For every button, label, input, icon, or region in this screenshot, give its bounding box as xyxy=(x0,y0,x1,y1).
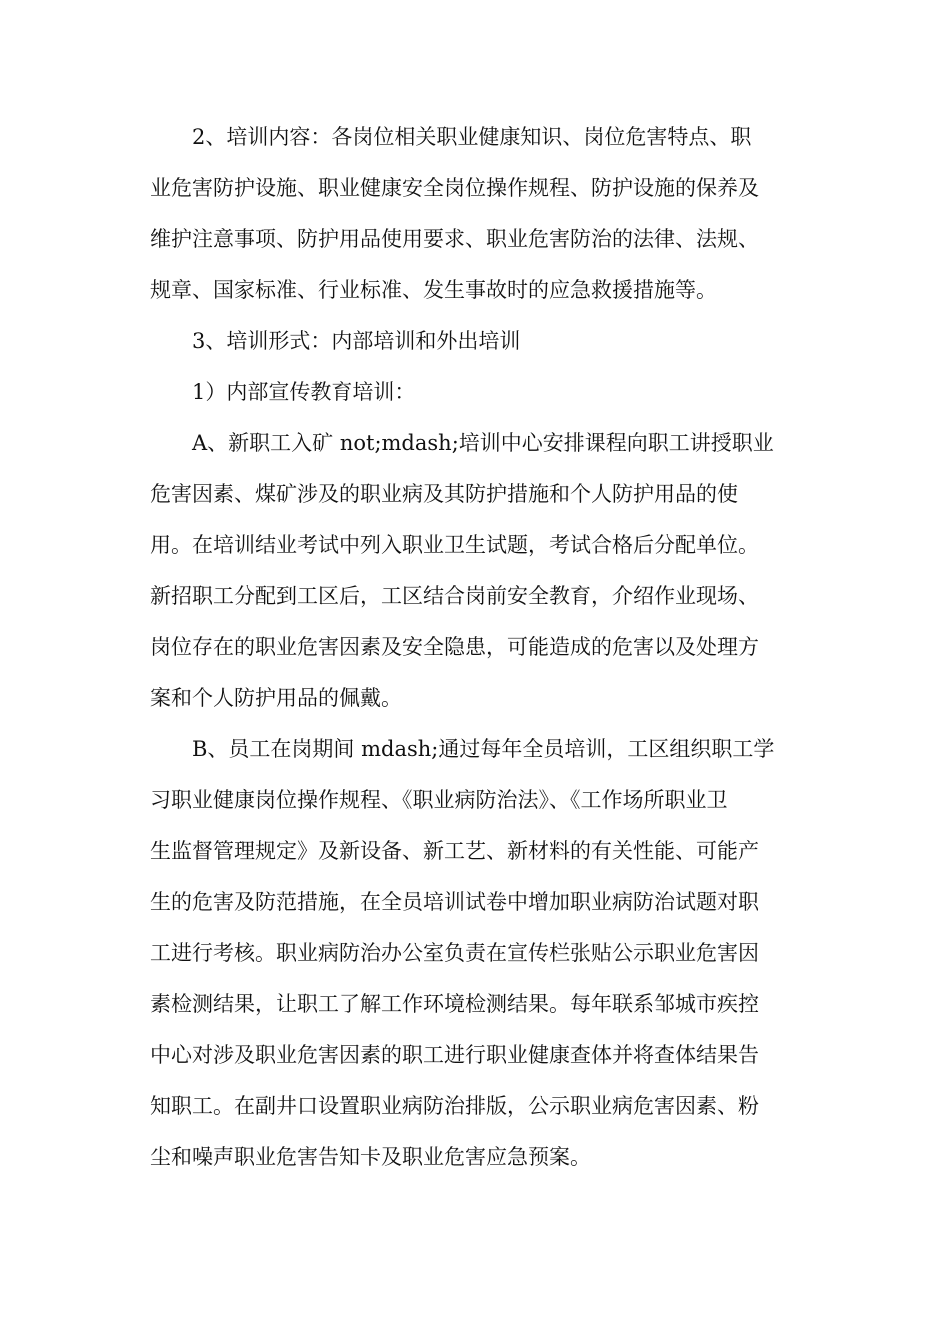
paragraph-on-duty-line-5: 工进行考核。职业病防治办公室负责在宣传栏张贴公示职业危害因 xyxy=(150,941,759,965)
paragraph-training-content-line-1: 2、培训内容：各岗位相关职业健康知识、岗位危害特点、职 xyxy=(192,125,752,149)
paragraph-training-content-line-2: 业危害防护设施、职业健康安全岗位操作规程、防护设施的保养及 xyxy=(150,176,759,200)
paragraph-new-staff-line-3: 用。在培训结业考试中列入职业卫生试题，考试合格后分配单位。 xyxy=(150,533,759,557)
paragraph-training-content-line-4: 规章、国家标准、行业标准、发生事故时的应急救援措施等。 xyxy=(150,278,717,302)
paragraph-new-staff-line-2: 危害因素、煤矿涉及的职业病及其防护措施和个人防护用品的使 xyxy=(150,482,738,506)
heading-internal-training: 1）内部宣传教育培训： xyxy=(192,380,416,404)
paragraph-on-duty-line-3: 生监督管理规定》及新设备、新工艺、新材料的有关性能、可能产 xyxy=(150,839,759,863)
paragraph-new-staff-line-6: 案和个人防护用品的佩戴。 xyxy=(150,686,402,710)
paragraph-on-duty-line-6: 素检测结果，让职工了解工作环境检测结果。每年联系邹城市疾控 xyxy=(150,992,759,1016)
paragraph-new-staff-line-4: 新招职工分配到工区后，工区结合岗前安全教育，介绍作业现场、 xyxy=(150,584,759,608)
paragraph-on-duty-line-8: 知职工。在副井口设置职业病防治排版，公示职业病危害因素、粉 xyxy=(150,1094,759,1118)
paragraph-training-content-line-3: 维护注意事项、防护用品使用要求、职业危害防治的法律、法规、 xyxy=(150,227,759,251)
paragraph-training-form: 3、培训形式：内部培训和外出培训 xyxy=(192,329,521,353)
paragraph-new-staff-line-1: A、新职工入矿 not;mdash;培训中心安排课程向职工讲授职业 xyxy=(192,431,774,455)
paragraph-on-duty-line-4: 生的危害及防范措施，在全员培训试卷中增加职业病防治试题对职 xyxy=(150,890,759,914)
paragraph-on-duty-line-1: B、员工在岗期间 mdash;通过每年全员培训，工区组织职工学 xyxy=(192,737,775,761)
paragraph-on-duty-line-7: 中心对涉及职业危害因素的职工进行职业健康查体并将查体结果告 xyxy=(150,1043,759,1067)
paragraph-on-duty-line-9: 尘和噪声职业危害告知卡及职业危害应急预案。 xyxy=(150,1145,591,1169)
paragraph-new-staff-line-5: 岗位存在的职业危害因素及安全隐患，可能造成的危害以及处理方 xyxy=(150,635,759,659)
paragraph-on-duty-line-2: 习职业健康岗位操作规程、《职业病防治法》、《工作场所职业卫 xyxy=(150,788,728,812)
document-body xyxy=(150,112,800,1183)
